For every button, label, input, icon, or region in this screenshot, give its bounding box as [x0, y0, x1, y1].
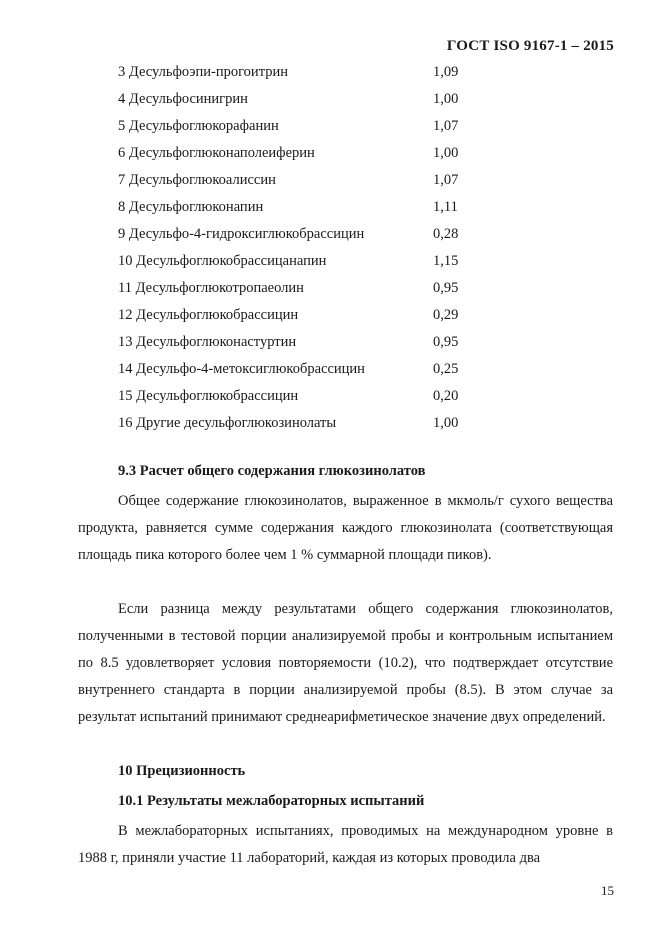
table-row [118, 386, 538, 406]
table-row-compound: 3 Десульфоэпи-прогоитрин [118, 64, 288, 80]
table-row-compound: 11 Десульфоглюкотропаеолин [118, 280, 304, 296]
table-row-compound: 15 Десульфоглюкобрассицин [118, 388, 299, 404]
table-row [118, 116, 538, 136]
table-row-factor: 0,95 [433, 334, 459, 350]
table-row-compound: 6 Десульфоглюконаполеиферин [118, 145, 315, 161]
table-row-factor: 1,07 [433, 118, 459, 134]
table-row-factor: 1,07 [433, 172, 459, 188]
table-row-factor: 0,29 [433, 307, 459, 323]
table-row-factor: 1,11 [433, 199, 458, 215]
table-row-factor: 0,95 [433, 280, 459, 296]
table-row-compound: 9 Десульфо-4-гидроксиглюкобрассицин [118, 226, 365, 242]
table-row [118, 224, 538, 244]
table-row-compound: 8 Десульфоглюконапин [118, 199, 264, 215]
table-row-factor: 1,00 [433, 145, 459, 161]
table-row [118, 305, 538, 325]
table-row-compound: 16 Другие десульфоглюкозинолаты [118, 415, 337, 431]
document-header: ГОСТ ISO 9167-1 – 2015 [446, 38, 614, 54]
section-9-3-paragraph-1: Общее содержание глюкозинолатов, выраженное в мкмоль/г сухого вещества продукта, равняется сумме содержания каждого глюкозинолата (соответствующая площадь пика которого более чем 1 % суммарной площади пиков). [78, 493, 613, 563]
table-row-factor: 1,00 [433, 91, 459, 107]
table-row [118, 62, 538, 82]
table-row [118, 197, 538, 217]
table-row-compound: 5 Десульфоглюкорафанин [118, 118, 279, 134]
table-row-compound: 14 Десульфо-4-метоксиглюкобрассицин [118, 361, 365, 377]
section-10-1-heading: 10.1 Результаты межлабораторных испытаний [118, 793, 425, 809]
table-row-factor: 1,15 [433, 253, 459, 269]
table-row [118, 143, 538, 163]
page-number: 15 [601, 883, 614, 898]
table-row-compound: 7 Десульфоглюкоалиссин [118, 172, 276, 188]
section-10-1-paragraph-1: В межлабораторных испытаниях, проводимых на международном уровне в 1988 г, приняли участие 11 лабораторий, каждая из которых проводила два [78, 823, 613, 866]
section-9-3-heading: 9.3 Расчет общего содержания глюкозинолатов [118, 463, 426, 479]
table-row-factor: 0,28 [433, 226, 459, 242]
table-row-compound: 13 Десульфоглюконастуртин [118, 334, 297, 350]
table-row-compound: 10 Десульфоглюкобрассицанапин [118, 253, 327, 269]
table-row [118, 332, 538, 352]
section-9-3-paragraph-2: Если разница между результатами общего содержания глюкозинолатов, полученными в тестовой порции анализируемой пробы и контрольным испытанием по 8.5 удовлетворяет условия повторяемости (10.2), что подтверждает отсутствие внутреннего стандарта в порции анализируемой пробы (8.5). В этом случае за результат испытаний принимают среднеарифметическое значение двух определений. [78, 601, 613, 725]
table-row-factor: 0,25 [433, 361, 459, 377]
table-row [118, 413, 538, 433]
table-row-compound: 12 Десульфоглюкобрассицин [118, 307, 299, 323]
table-row-compound: 4 Десульфосинигрин [118, 91, 248, 107]
table-row-factor: 1,09 [433, 64, 459, 80]
table-row [118, 170, 538, 190]
table-row-factor: 1,00 [433, 415, 459, 431]
section-10-heading: 10 Прецизионность [118, 763, 246, 779]
table-row [118, 251, 538, 271]
table-row [118, 278, 538, 298]
table-row-factor: 0,20 [433, 388, 459, 404]
table-row [118, 89, 538, 109]
table-row [118, 359, 538, 379]
